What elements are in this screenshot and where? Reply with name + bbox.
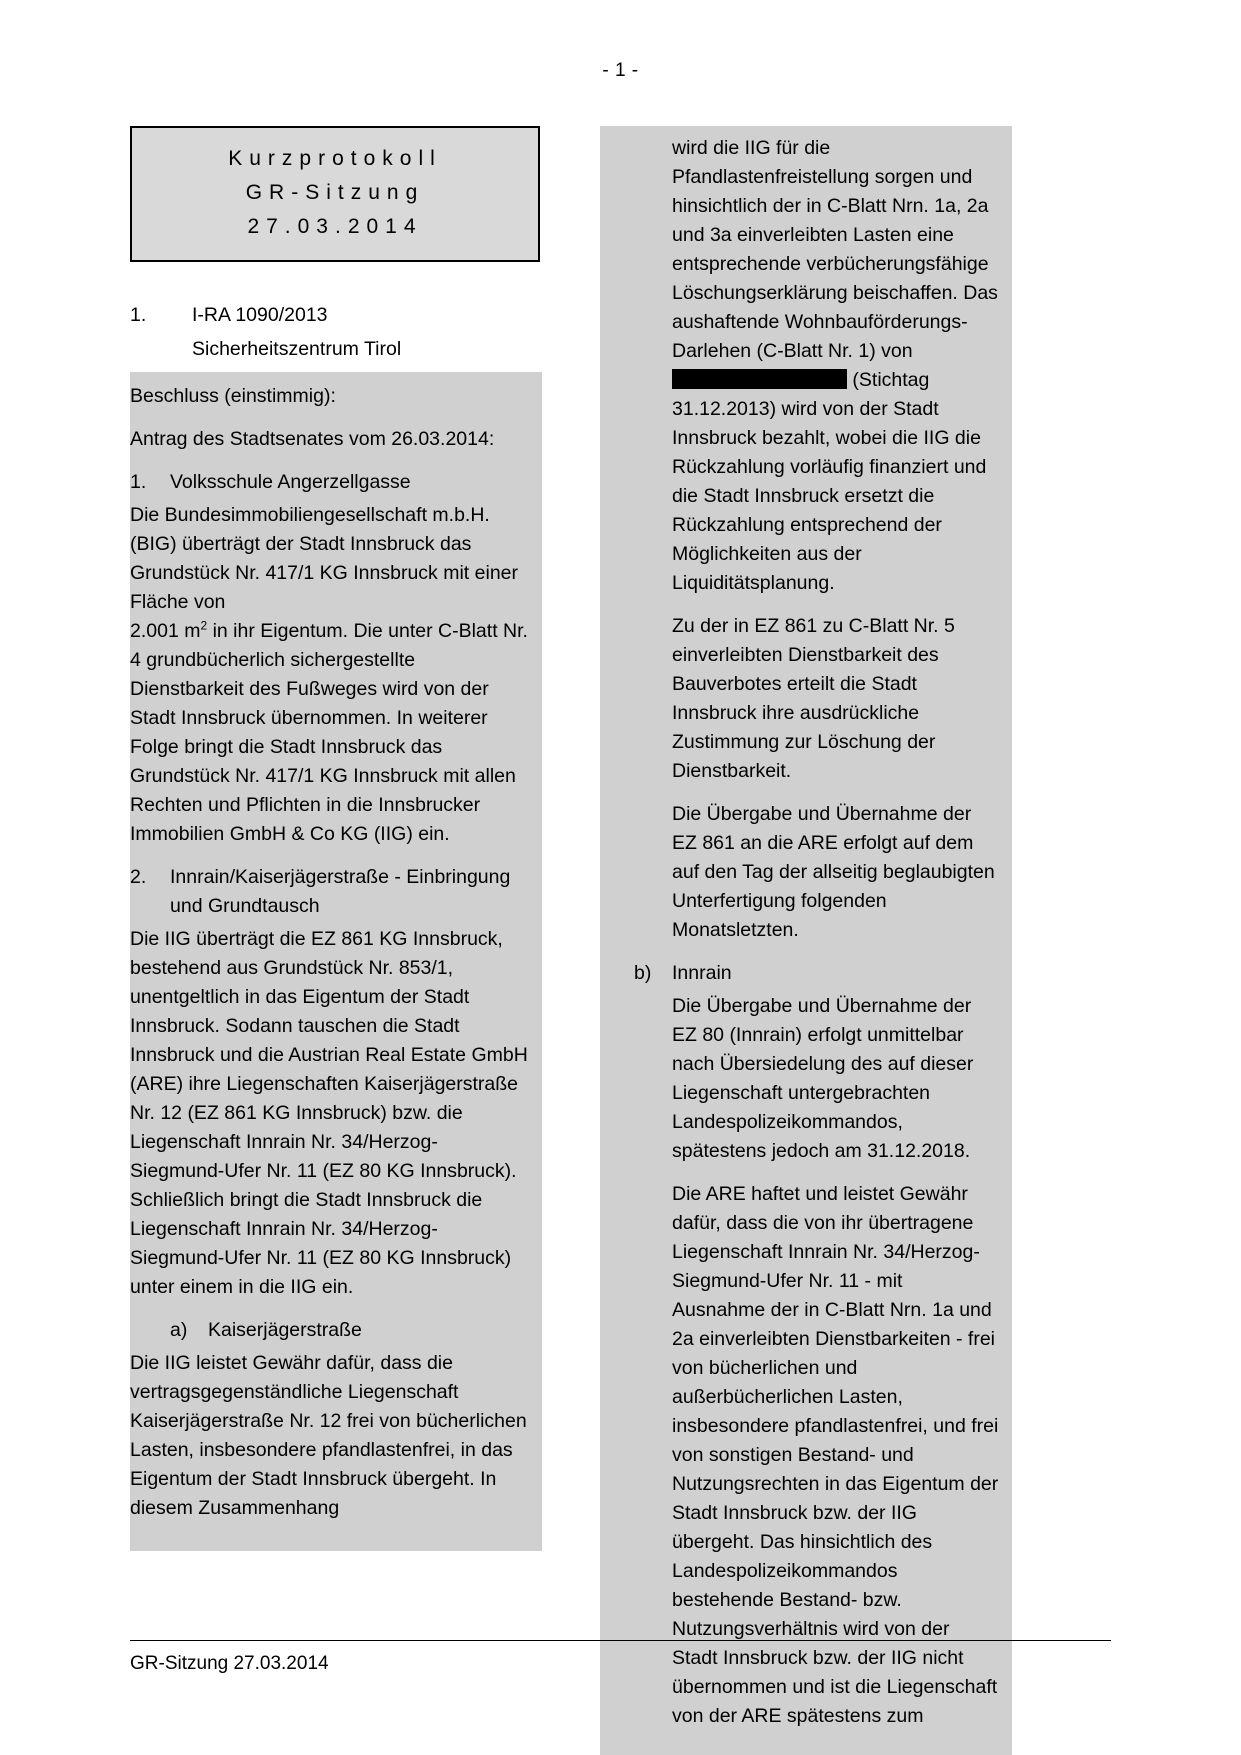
- decision-block: [130, 372, 542, 1551]
- motion-line: Antrag des Stadtsenates vom 26.03.2014:: [130, 428, 495, 450]
- page-number: - 1 -: [602, 60, 639, 81]
- right-paragraph-5: Die ARE haftet und leistet Gewähr dafür, dass die von ihr übertragene Liegenschaft Innrain Nr. 34/Herzog-Siegmund-Ufer Nr. 11 - mit Ausnahme der in C-Blatt Nrn. 1a und 2a einverleibten Dienstbarkeiten - frei von bücherlichen und außerbücherlichen Lasten, insbesondere pfandlastenfrei, und frei von sonstigen Bestand- und Nutzungsrechten in das Eigentum der Stadt Innsbruck bzw. der IIG übergeht. Das hinsichtlich des Landespolizeikommandos bestehende Bestand- bzw. Nutzungsverhältnis wird von der Stadt Innsbruck bzw. der IIG nicht übernommen und ist die Liegenschaft von der ARE spätestens zum: [672, 1183, 999, 1727]
- list-item-2-heading: [130, 863, 530, 921]
- list-item-2-marker: 2.: [130, 866, 147, 888]
- sub-item-a-body: Die IIG leistet Gewähr dafür, dass die vertragsgegenständliche Liegenschaft Kaiserjägerstraße Nr. 12 frei von bücherlichen Lasten, insbesondere pfandlastenfrei, in das Eigentum der Stadt Innsbruck übergeht. In diesem Zusammenhang: [130, 1352, 527, 1519]
- sub-item-b-title: Innrain: [672, 962, 732, 984]
- agenda-item-code: I-RA 1090/2013: [192, 304, 328, 326]
- decision-line: Beschluss (einstimmig):: [130, 385, 336, 407]
- sub-item-a-marker: a): [170, 1319, 188, 1341]
- agenda-item-heading: [130, 300, 542, 330]
- list-item-1-title: Volksschule Angerzellgasse: [170, 471, 411, 493]
- agenda-item-number: 1.: [130, 304, 147, 326]
- area-value: 2.001 m: [130, 620, 201, 642]
- right-paragraph-1-post: (Stichtag 31.12.2013) wird von der Stadt Innsbruck bezahlt, wobei die IIG die Rückzahlung vorläufig finanziert und die Stadt Innsbruck ersetzt die Rückzahlung entsprechend der Möglichkeiten aus der Liquiditätsplanung.: [672, 369, 987, 594]
- sub-item-b-heading: [634, 959, 1000, 988]
- right-paragraph-3: Die Übergabe und Übernahme der EZ 861 an die ARE erfolgt auf dem auf den Tag der allseitig beglaubigten Unterfertigung folgenden Monatsletzten.: [672, 803, 995, 941]
- list-item-1-heading: [130, 468, 530, 497]
- sub-item-a-title: Kaiserjägerstraße: [208, 1319, 362, 1341]
- document-title-box: [130, 126, 540, 262]
- title-line-1: Kurzprotokoll: [228, 147, 442, 170]
- area-exponent: 2: [200, 618, 208, 633]
- list-item-1-body-b: [130, 617, 530, 849]
- right-paragraph-2: Zu der in EZ 861 zu C-Blatt Nr. 5 einverleibten Dienstbarkeit des Bauverbotes erteilt die Stadt Innsbruck ihre ausdrückliche Zustimmung zur Löschung der Dienstbarkeit.: [672, 615, 955, 782]
- sub-item-b-marker: b): [634, 962, 652, 984]
- title-line-3: 27.03.2014: [247, 215, 423, 238]
- right-column: [600, 126, 1012, 1755]
- footer-text: GR-Sitzung 27.03.2014: [130, 1653, 329, 1674]
- agenda-item-subtitle: Sicherheitszentrum Tirol: [192, 338, 402, 360]
- title-line-2: GR-Sitzung: [245, 181, 425, 204]
- footer-divider: [130, 1640, 1111, 1641]
- right-paragraph-1: [672, 134, 1000, 598]
- list-item-2-body: Die IIG überträgt die EZ 861 KG Innsbruck, bestehend aus Grundstück Nr. 853/1, unentgeltlich in das Eigentum der Stadt Innsbruck. Sodann tauschen die Stadt Innsbruck und die Austrian Real Estate GmbH (ARE) ihre Liegenschaften Kaiserjägerstraße Nr. 12 (EZ 861 KG Innsbruck) bzw. die Liegenschaft Innrain Nr. 34/Herzog-Siegmund-Ufer Nr. 11 (EZ 80 KG Innsbruck). Schließlich bringt die Stadt Innsbruck die Liegenschaft Innrain Nr. 34/Herzog-Siegmund-Ufer Nr. 11 (EZ 80 KG Innsbruck) unter einem in die IIG ein.: [130, 928, 528, 1298]
- list-item-2-title: Innrain/Kaiserjägerstraße - Einbringung und Grundtausch: [170, 866, 511, 917]
- redacted-amount: [672, 369, 847, 389]
- right-paragraph-1-pre: wird die IIG für die Pfandlastenfreistellung sorgen und hinsichtlich der in C-Blatt Nrn. 1a, 2a und 3a einverleibten Lasten eine entsprechende verbücherungsfähige Löschungserklärung beischaffen. Das aushaftende Wohnbauförderungs-Darlehen (C-Blatt Nr. 1) von: [672, 137, 998, 362]
- list-item-1-body-a: Die Bundesimmobiliengesellschaft m.b.H. (BIG) überträgt der Stadt Innsbruck das Grundstück Nr. 417/1 KG Innsbruck mit einer Fläche von: [130, 504, 519, 613]
- list-item-1-body-b-rest: in ihr Eigentum. Die unter C-Blatt Nr. 4 grundbücherlich sichergestellte Dienstbarkeit des Fußweges wird von der Stadt Innsbruck übernommen. In weiterer Folge bringt die Stadt Innsbruck das Grundstück Nr. 417/1 KG Innsbruck mit allen Rechten und Pflichten in die Innsbrucker Immobilien GmbH & Co KG (IIG) ein.: [130, 620, 528, 845]
- list-item-1-marker: 1.: [130, 471, 147, 493]
- left-column: [130, 300, 542, 1551]
- right-paragraph-4: Die Übergabe und Übernahme der EZ 80 (Innrain) erfolgt unmittelbar nach Übersiedelung des auf dieser Liegenschaft untergebrachten Landespolizeikommandos, spätestens jedoch am 31.12.2018.: [672, 995, 974, 1162]
- sub-item-a-heading: [170, 1316, 530, 1345]
